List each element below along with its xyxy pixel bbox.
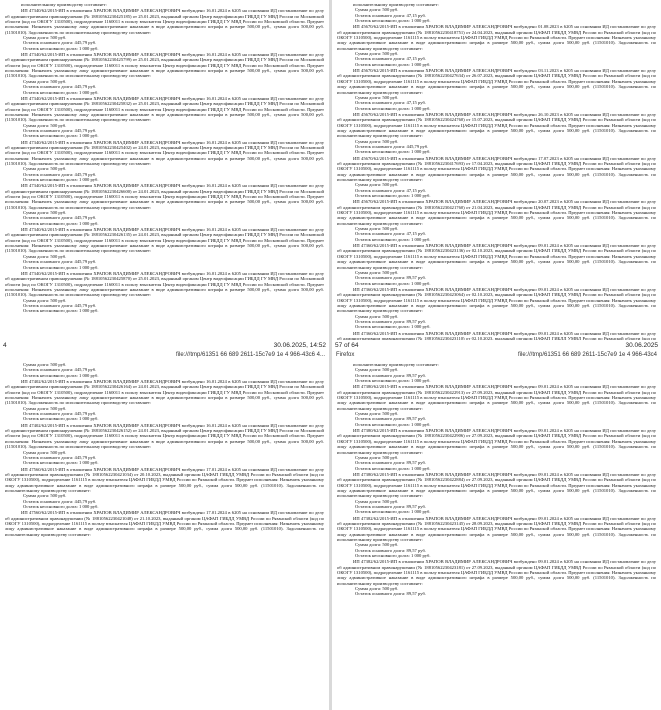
file-url: file:///tmp/61351 66 689 2611-15c7e9 1e 4 966-43c6 4... (176, 352, 325, 358)
debt-amount: Сумма долга: 500 руб. (23, 35, 67, 41)
entry-text: ИП 47560/62/2015-ИП в отношении ХРАПОВ ВЛАДИМИР АЛЕКСАНДРОВИЧ возбуждено 17.01.2024 в 6205 на основании ИД постановление по делу об административном правонарушении (№ 18810562230421048) от 21.10.2023, выданный органом ЦАФАП ГИБДД УМВД России по Рязанской области (код по ОКОГУ 1310500), подразделение 1161115 в пользу взыскателя ЦАФАП ГИБДД УМВД России по Рязанской области. Предмет исполнения: Назначить указанному лицу административное наказание в виде административного штрафа в размере 500,00 руб., сумма долга 500,00 руб. (11501010). Задолженность по исполнительному производству составляет: (5, 510, 324, 537)
debt-amount: Сумма долга: 500 руб. (355, 182, 399, 188)
enforcement-entry (337, 559, 656, 596)
enforcement-entry (337, 331, 656, 340)
enforcement-entry (5, 227, 324, 270)
debt-amount: Остаток основного долга: 89,57 руб. (355, 460, 426, 466)
debt-amount: Остаток неосновного долга: 1 000 руб. (355, 378, 431, 384)
debt-amount: Сумма долга: 500 руб. (355, 226, 399, 232)
page-content (0, 360, 329, 537)
debt-amount: Сумма долга: 500 руб. (23, 297, 67, 303)
debt-amount: Остаток основного долга: 89,57 руб. (355, 547, 426, 553)
debt-amount: Остаток неосновного долга: 1 000 руб. (23, 503, 99, 509)
enforcement-entry (5, 379, 324, 422)
debt-amount: Остаток основного долга: 445,79 руб. (23, 259, 97, 265)
document-page-top-left (0, 0, 329, 340)
debt-amount: Сумма долга: 500 руб. (355, 138, 399, 144)
debt-amount: Остаток основного долга: 445,79 руб. (23, 171, 97, 177)
enforcement-entry (5, 183, 324, 226)
debt-amount: Остаток неосновного долга: 1 000 руб. (355, 324, 431, 330)
debt-amount: Остаток неосновного долга: 1 000 руб. (355, 465, 431, 471)
debt-amount: Сумма долга: 500 руб. (355, 51, 399, 57)
document-page-bottom-left (0, 351, 329, 710)
entry-text: ИП 47360/62/2015-ИП в отношении ХРАПОВ ВЛАДИМИР АЛЕКСАНДРОВИЧ возбуждено 09.01.2024 в 6205 на основании ИД постановление по делу об административном правонарушении (№ 18810562230423110) от 02.10.2023, выданный органом ЦАФАП ГИБДД УМВД России по Рязанской области (код по (337, 330, 656, 340)
enforcement-entry (337, 472, 656, 515)
entry-text: исполнительному производству составляет: (21, 2, 107, 7)
debt-amount: Остаток основного долга: 445,79 руб. (23, 84, 97, 90)
debt-amount: Сумма долга: 500 руб. (355, 411, 399, 417)
enforcement-entry (337, 112, 656, 155)
enforcement-entry (337, 68, 656, 111)
debt-amount: Сумма долга: 500 руб. (355, 454, 399, 460)
debt-amount: Остаток неосновного долга: 1 000 руб. (355, 280, 431, 286)
debt-amount: Остаток основного долга: 47,15 руб. (355, 231, 426, 237)
debt-amount: Остаток основного долга: 89,57 руб. (355, 275, 426, 281)
enforcement-entry (5, 467, 324, 510)
enforcement-entry (337, 156, 656, 199)
entry-text: ИП 47382/62/2015-ИП в отношении ХРАПОВ ВЛАДИМИР АЛЕКСАНДРОВИЧ возбуждено 09.01.2024 в 6205 на основании ИД постановление по делу об административном правонарушении (№ 18810562230423181) от 27.09.2023, выданный органом ЦАФАП ГИБДД УМВД России по Рязанской области (код по ОКОГУ 1310500), подразделение 1161115 в пользу взыскателя ЦАФАП ГИБДД УМВД России по Рязанской области. Предмет исполнения: Назначить указанному лицу административное наказание в виде административного штрафа в размере 500,00 руб., сумма долга 500,00 руб. (11501010). Задолженность по исполнительному производству составляет: (337, 559, 656, 586)
entry-text: исполнительному производству составляет: (353, 362, 439, 367)
entry-text: ИП 47380/62/2015-ИП в отношении ХРАПОВ ВЛАДИМИР АЛЕКСАНДРОВИЧ возбуждено 09.01.2024 в 6205 на основании ИД постановление по делу об административном правонарушении (№ 18810562230422906) от 27.09.2023, выданный органом ЦАФАП ГИБДД УМВД России по Рязанской области (код по ОКОГУ 1310500), подразделение 1161115 в пользу взыскателя ЦАФАП ГИБДД УМВД России по Рязанской области. Предмет исполнения: Назначить указанному лицу административное наказание в виде административного штрафа в размере 500,00 руб., сумма долга 500,00 руб. (11501010). Задолженность по исполнительному производству составляет: (337, 428, 656, 455)
debt-amount: Остаток основного долга: 47,15 руб. (355, 100, 426, 106)
entry-text: ИП 47560/62/2015-ИП в отношении ХРАПОВ ВЛАДИМИР АЛЕКСАНДРОВИЧ возбуждено 17.01.2024 в 6205 на основании ИД постановление по делу об административном правонарушении (№ 18810562230421034) от 20.10.2023, выданный органом ЦАФАП ГИБДД УМВД России по Рязанской области (код по ОКОГУ 1310500), подразделение 1161115 в пользу взыскателя ЦАФАП ГИБДД УМВД России по Рязанской области. Предмет исполнения: Назначить указанному лицу административное наказание в виде административного штрафа в размере 500,00 руб., сумма долга 500,00 руб. (11501010). Задолженность по исполнительному производству составляет: (5, 466, 324, 493)
debt-amount: Остаток неосновного долга: 1 000 руб. (355, 193, 431, 199)
debt-amount: Сумма долга: 500 руб. (355, 586, 399, 592)
debt-amount: Остаток основного долга: 445,79 руб. (23, 127, 97, 133)
entry-text: исполнительному производству составляет: (353, 2, 439, 7)
file-url: file:///tmp/61351 66 689 2611-15c7e9 1e 4 966-43c4 (518, 352, 657, 358)
entry-text: ИП 47380/62/2015-ИП в отношении ХРАПОВ ВЛАДИМИР АЛЕКСАНДРОВИЧ возбуждено 09.01.2024 в 6205 на основании ИД постановление по делу об административном правонарушении (№ 18810562230422913) от 27.09.2023, выданный органом ЦАФАП ГИБДД УМВД России по Рязанской области (код по ОКОГУ 1310500), подразделение 1161115 в пользу взыскателя ЦАФАП ГИБДД УМВД России по Рязанской области. Предмет исполнения: Назначить указанному лицу административное наказание в виде административного штрафа в размере 500,00 руб., сумма долга 500,00 руб. (11501010). Задолженность по исполнительному производству составляет: (337, 384, 656, 411)
page-number: 4 (3, 342, 7, 349)
page-content (332, 0, 661, 340)
entry-text: ИП 47340/62/2015-ИП в отношении ХРАПОВ ВЛАДИМИР АЛЕКСАНДРОВИЧ возбуждено 16.01.2024 в 6205 на основании ИД постановление по делу об административном правонарушении (№ 18810562230425870) от 25.01.2023, выданный органом Центр видеофиксации ГИБДД ГУ МВД России по Московской области (код по ОКОГУ 1310500), подразделение 1160011 в пользу взыскателя Центр видеофиксации ГИБДД ГУ МВД России по Московской области. Предмет исполнения: Назначить указанному лицу административное наказание в виде административного штрафа в размере 500,00 руб., сумма долга 500,00 руб. (11501010). Задолженность по исполнительному производству составляет: (5, 270, 324, 298)
entry-text: ИП 45670/62/2015-ИП в отношении ХРАПОВ ВЛАДИМИР АЛЕКСАНДРОВИЧ возбуждено 20.07.2023 в 6205 на основании ИД постановление по делу об административном правонарушении (№ 18810562230421760) от 21.04.2023, выданный органом ЦАФАП ГИБДД УМВД России по Рязанской области (код по ОКОГУ 1310500), подразделение 1161115 в пользу взыскателя ЦАФАП ГИБДД УМВД России по Рязанской области. Предмет исполнения: Назначить указанному лицу административное наказание в виде административного штрафа в размере 500,00 руб., сумма долга 500,00 руб. (11501010). Задолженность по исполнительному производству составляет: (337, 199, 656, 226)
debt-amount: Остаток неосновного долга: 1 000 руб. (355, 105, 431, 111)
debt-amount: Остаток неосновного долга: 1 000 руб. (355, 236, 431, 242)
debt-amount: Сумма долга: 500 руб. (355, 94, 399, 100)
entry-text: ИП 47340/62/2015-ИП в отношении ХРАПОВ ВЛАДИМИР АЛЕКСАНДРОВИЧ возбуждено 16.01.2024 в 6205 на основании ИД постановление по делу об административном правонарушении (№ 18810562230425402) от 24.01.2023, выданный органом Центр видеофиксации ГИБДД ГУ МВД России по Московской области (код по ОКОГУ 1310500), подразделение 1160011 в пользу взыскателя Центр видеофиксации ГИБДД ГУ МВД России по Московской области. Предмет исполнения: Назначить указанному лицу административное наказание в виде административного штрафа в размере 500,00 руб., сумма долга 500,00 руб. (11501010). Задолженность по исполнительному производству составляет: (5, 139, 324, 166)
document-page-top-right (332, 0, 661, 340)
debt-amount: Сумма долга: 500 руб. (23, 449, 67, 455)
entry-text: ИП 47382/62/2015-ИП в отношении ХРАПОВ ВЛАДИМИР АЛЕКСАНДРОВИЧ возбуждено 09.01.2024 в 6205 на основании ИД постановление по делу об административном правонарушении (№ 18810562230423145) от 28.09.2023, выданный органом ЦАФАП ГИБДД УМВД России по Рязанской области (код по ОКОГУ 1310500), подразделение 1161115 в пользу взыскателя ЦАФАП ГИБДД УМВД России по Рязанской области. Предмет исполнения: Назначить указанному лицу административное наказание в виде административного штрафа в размере 500,00 руб., сумма долга 500,00 руб. (11501010). Задолженность по исполнительному производству составляет: (337, 515, 656, 542)
debt-amount: Остаток неосновного долга: 1 000 руб. (23, 372, 99, 378)
debt-amount: Остаток основного долга: 89,57 руб. (355, 591, 426, 597)
debt-amount: Остаток неосновного долга: 1 000 руб. (23, 45, 99, 51)
debt-amount: Остаток основного долга: 47,15 руб. (355, 12, 426, 18)
enforcement-entry (337, 362, 656, 383)
entry-text: ИП 47340/62/2015-ИП в отношении ХРАПОВ ВЛАДИМИР АЛЕКСАНДРОВИЧ возбуждено 16.01.2024 в 6205 на основании ИД постановление по делу об административном правонарушении (№ 18810562230425185) от 25.01.2023, выданный органом Центр видеофиксации ГИБДД ГУ МВД России по Московской области (код по ОКОГУ 1310500), подразделение 1160011 в пользу взыскателя Центр видеофиксации ГИБДД ГУ МВД России по Московской области. Предмет исполнения: Назначить указанному лицу административное наказание в виде административного штрафа в размере 500,00 руб., сумма долга 500,00 руб. (11501010). Задолженность по исполнительному производству составляет: (5, 8, 324, 35)
entry-text: ИП 47360/62/2015-ИП в отношении ХРАПОВ ВЛАДИМИР АЛЕКСАНДРОВИЧ возбуждено 09.01.2024 в 6205 на основании ИД постановление по делу об административном правонарушении (№ 18810562230423136) от 02.10.2023, выданный органом ЦАФАП ГИБДД УМВД России по Рязанской области (код по ОКОГУ 1310500), подразделение 1161115 в пользу взыскателя ЦАФАП ГИБДД УМВД России по Рязанской области. Предмет исполнения: Назначить указанному лицу административное наказание в виде административного штрафа в размере 500,00 руб., сумма долга 500,00 руб. (11501010). Задолженность по исполнительному производству составляет: (337, 243, 656, 270)
debt-amount: Остаток неосновного долга: 1 000 руб. (23, 264, 99, 270)
page-footer-right (332, 340, 661, 351)
enforcement-entry (5, 510, 324, 537)
enforcement-entry (337, 199, 656, 242)
enforcement-entry (5, 52, 324, 95)
debt-amount: Остаток основного долга: 89,57 руб. (355, 503, 426, 509)
debt-amount: Остаток неосновного долга: 1 000 руб. (355, 18, 431, 24)
debt-amount: Остаток основного долга: 445,79 руб. (23, 454, 97, 460)
enforcement-entry (5, 362, 324, 378)
entry-text: ИП 47340/62/2015-ИП в отношении ХРАПОВ ВЛАДИМИР АЛЕКСАНДРОВИЧ возбуждено 16.01.2024 в 6205 на основании ИД постановление по делу об административном правонарушении (№ 18810562230425799) от 25.01.2023, выданный органом Центр видеофиксации ГИБДД ГУ МВД России по Московской области (код по ОКОГУ 1310500), подразделение 1160011 в пользу взыскателя Центр видеофиксации ГИБДД ГУ МВД России по Московской области. Предмет исполнения: Назначить указанному лицу административное наказание в виде административного штрафа в размере 500,00 руб., сумма долга 500,00 руб. (11501010). Задолженность по исполнительному производству составляет: (5, 52, 324, 79)
entry-text: ИП 47340/62/2015-ИП в отношении ХРАПОВ ВЛАДИМИР АЛЕКСАНДРОВИЧ возбуждено 16.01.2024 в 6205 на основании ИД постановление по делу об административном правонарушении (№ 18810562230426600) от 24.01.2023, выданный органом Центр видеофиксации ГИБДД ГУ МВД России по Московской области (код по ОКОГУ 1310500), подразделение 1160011 в пользу взыскателя Центр видеофиксации ГИБДД ГУ МВД России по Московской области. Предмет исполнения: Назначить указанному лицу административное наказание в виде административного штрафа в размере 500,00 руб., сумма долга 500,00 руб. (11501010). Задолженность по исполнительному производству составляет: (5, 183, 324, 210)
debt-amount: Остаток основного долга: 89,57 руб. (355, 372, 426, 378)
debt-amount: Сумма долга: 500 руб. (23, 78, 67, 84)
enforcement-entry (5, 271, 324, 314)
debt-amount: Остаток неосновного долга: 1 000 руб. (355, 553, 431, 559)
debt-amount: Остаток неосновного долга: 1 000 руб. (23, 460, 99, 466)
debt-amount: Сумма долга: 500 руб. (23, 253, 67, 259)
debt-amount: Остаток основного долга: 445,79 руб. (23, 215, 97, 221)
debt-amount: Остаток основного долга: 445,79 руб. (355, 143, 429, 149)
debt-amount: Сумма долга: 500 руб. (355, 313, 399, 319)
debt-amount: Сумма долга: 500 руб. (23, 405, 67, 411)
print-date: 30.06.2025 (625, 342, 658, 349)
debt-amount: Остаток неосновного долга: 1 000 руб. (23, 177, 99, 182)
debt-amount: Остаток неосновного долга: 1 000 руб. (355, 149, 431, 155)
enforcement-entry (5, 2, 324, 7)
debt-amount: Остаток основного долга: 445,79 руб. (23, 40, 97, 46)
page-header (332, 351, 661, 360)
debt-amount: Остаток основного долга: 89,57 руб. (355, 416, 426, 422)
debt-amount: Сумма долга: 500 руб. (23, 122, 67, 128)
debt-amount: Сумма долга: 500 руб. (23, 166, 67, 172)
debt-amount: Сумма долга: 500 руб. (355, 269, 399, 275)
debt-amount: Остаток неосновного долга: 1 000 руб. (355, 61, 431, 67)
debt-amount: Остаток основного долга: 445,79 руб. (23, 367, 97, 373)
debt-amount: Сумма долга: 500 руб. (23, 210, 67, 216)
debt-amount: Остаток неосновного долга: 1 000 руб. (23, 89, 99, 95)
enforcement-entry (5, 96, 324, 139)
debt-amount: Сумма долга: 500 руб. (23, 362, 67, 367)
enforcement-entry (5, 423, 324, 466)
enforcement-entry (337, 24, 656, 67)
enforcement-entry (337, 2, 656, 23)
browser-name: Firefox (336, 352, 355, 358)
entry-text: ИП 45670/62/2015-ИП в отношении ХРАПОВ ВЛАДИМИР АЛЕКСАНДРОВИЧ возбуждено 26.10.2023 в 6205 на основании ИД постановление по делу об административном правонарушении (№ 18810562230424760) от 15.07.2023, выданный органом ЦАФАП ГИБДД УМВД России по Рязанской области (код по ОКОГУ 1310500), подразделение 1161115 в пользу взыскателя ЦАФАП ГИБДД УМВД России по Рязанской области. Предмет исполнения: Назначить указанному лицу административное наказание в виде административного штрафа в размере 500,00 руб., сумма долга 500,00 руб. (11501010). Задолженность по исполнительному производству составляет: (337, 111, 656, 139)
entry-text: ИП 45670/62/2015-ИП в отношении ХРАПОВ ВЛАДИМИР АЛЕКСАНДРОВИЧ возбуждено 03.11.2023 в 6205 на основании ИД постановление по делу об административном правонарушении (№ 18810562230427634) от 26.07.2023, выданный органом ЦАФАП ГИБДД УМВД России по Рязанской области (код по ОКОГУ 1310500), подразделение 1161115 в пользу взыскателя ЦАФАП ГИБДД УМВД России по Рязанской области. Предмет исполнения: Назначить указанному лицу административное наказание в виде административного штрафа в размере 500,00 руб., сумма долга 500,00 руб. (11501010). Задолженность по исполнительному производству составляет: (337, 68, 656, 95)
enforcement-entry (337, 428, 656, 471)
debt-amount: Сумма долга: 500 руб. (355, 498, 399, 504)
debt-amount: Сумма долга: 500 руб. (23, 493, 67, 499)
enforcement-entry (5, 8, 324, 51)
enforcement-entry (337, 287, 656, 330)
debt-amount: Сумма долга: 500 руб. (355, 7, 399, 13)
page-content (0, 0, 329, 314)
debt-amount: Остаток неосновного долга: 1 000 руб. (23, 416, 99, 422)
page-footer-left (0, 340, 329, 351)
debt-amount: Остаток неосновного долга: 1 000 руб. (355, 509, 431, 515)
entry-text: ИП 47380/62/2015-ИП в отношении ХРАПОВ ВЛАДИМИР АЛЕКСАНДРОВИЧ возбуждено 09.01.2024 в 6205 на основании ИД постановление по делу об административном правонарушении (№ 18810562230422884) от 27.09.2023, выданный органом ЦАФАП ГИБДД УМВД России по Рязанской области (код по ОКОГУ 1310500), подразделение 1161115 в пользу взыскателя ЦАФАП ГИБДД УМВД России по Рязанской области. Предмет исполнения: Назначить указанному лицу административное наказание в виде административного штрафа в размере 500,00 руб., сумма долга 500,00 руб. (11501010). Задолженность по исполнительному производству составляет: (337, 471, 656, 499)
print-timestamp: 30.06.2025, 14:52 (273, 342, 326, 349)
debt-amount: Остаток основного долга: 47,15 руб. (355, 187, 426, 193)
debt-amount: Сумма долга: 500 руб. (355, 367, 399, 373)
debt-amount: Остаток основного долга: 89,57 руб. (355, 318, 426, 324)
page-counter: 57 of 64 (335, 342, 359, 349)
debt-amount: Остаток неосновного долга: 1 000 руб. (23, 308, 99, 314)
entry-text: ИП 47340/62/2015-ИП в отношении ХРАПОВ ВЛАДИМИР АЛЕКСАНДРОВИЧ возбуждено 16.01.2024 в 6205 на основании ИД постановление по делу об административном правонарушении (№ 18810562230425832) от 25.01.2023, выданный органом Центр видеофиксации ГИБДД ГУ МВД России по Московской области (код по ОКОГУ 1310500), подразделение 1160011 в пользу взыскателя Центр видеофиксации ГИБДД ГУ МВД России по Московской области. Предмет исполнения: Назначить указанному лицу административное наказание в виде административного штрафа в размере 500,00 руб., сумма долга 500,00 руб. (11501010). Задолженность по исполнительному производству составляет: (5, 95, 324, 123)
enforcement-entry (5, 140, 324, 183)
entry-text: ИП 47360/62/2015-ИП в отношении ХРАПОВ ВЛАДИМИР АЛЕКСАНДРОВИЧ возбуждено 09.01.2024 в 6205 на основании ИД постановление по делу об административном правонарушении (№ 18810562230423064) от 02.10.2023, выданный органом ЦАФАП ГИБДД УМВД России по Рязанской области (код по ОКОГУ 1310500), подразделение 1161115 в пользу взыскателя ЦАФАП ГИБДД УМВД России по Рязанской области. Предмет исполнения: Назначить указанному лицу административное наказание в виде административного штрафа в размере 500,00 руб., сумма долга 500,00 руб. (11501010). Задолженность по исполнительному производству составляет: (337, 286, 656, 314)
page-content (332, 360, 661, 597)
debt-amount: Сумма долга: 500 руб. (355, 542, 399, 548)
debt-amount: Остаток основного долга: 445,79 руб. (23, 411, 97, 417)
document-page-bottom-right (332, 351, 661, 710)
debt-amount: Остаток основного долга: 445,79 руб. (23, 498, 97, 504)
debt-amount: Остаток неосновного долга: 1 000 руб. (23, 133, 99, 139)
entry-text: ИП 47340/62/2015-ИП в отношении ХРАПОВ ВЛАДИМИР АЛЕКСАНДРОВИЧ возбуждено 16.01.2024 в 6205 на основании ИД постановление по делу об административном правонарушении (№ 18810562230426135) от 24.01.2023, выданный органом Центр видеофиксации ГИБДД ГУ МВД России по Московской области (код по ОКОГУ 1310500), подразделение 1160011 в пользу взыскателя Центр видеофиксации ГИБДД ГУ МВД России по Московской области. Предмет исполнения: Назначить указанному лицу административное наказание в виде административного штрафа в размере 500,00 руб., сумма долга 500,00 руб. (11501010). Задолженность по исполнительному производству составляет: (5, 227, 324, 254)
enforcement-entry (337, 516, 656, 559)
debt-amount: Остаток неосновного долга: 1 000 руб. (355, 421, 431, 427)
enforcement-entry (337, 243, 656, 286)
debt-amount: Остаток основного долга: 47,15 руб. (355, 56, 426, 62)
enforcement-entry (337, 384, 656, 427)
entry-text: ИП 47402/62/2015-ИП в отношении ХРАПОВ ВЛАДИМИР АЛЕКСАНДРОВИЧ возбуждено 16.01.2024 в 6205 на основании ИД постановление по делу об административном правонарушении (№ 18810562230426152) от 24.01.2023, выданный органом Центр видеофиксации ГИБДД ГУ МВД России по Московской области (код по ОКОГУ 1310500), подразделение 1160011 в пользу взыскателя Центр видеофиксации ГИБДД ГУ МВД России по Московской области. Предмет исполнения: Назначить указанному лицу административное наказание в виде административного штрафа в размере 500,00 руб., сумма долга 500,00 руб. (11501010). Задолженность по исполнительному производству составляет: (5, 422, 324, 450)
entry-text: ИП 45670/62/2015-ИП в отношении ХРАПОВ ВЛАДИМИР АЛЕКСАНДРОВИЧ возбуждено 01.08.2023 в 6205 на основании ИД постановление по делу об административном правонарушении (№ 18810562230418751) от 24.04.2023, выданный органом ЦАФАП ГИБДД УМВД России по Рязанской области (код по ОКОГУ 1310500), подразделение 1161115 в пользу взыскателя ЦАФАП ГИБДД УМВД России по Рязанской области. Предмет исполнения: Назначить указанному лицу административное наказание в виде административного штрафа в размере 500,00 руб., сумма долга 500,00 руб. (11501010). Задолженность по исполнительному производству составляет: (337, 24, 656, 51)
entry-text: ИП 45670/62/2015-ИП в отношении ХРАПОВ ВЛАДИМИР АЛЕКСАНДРОВИЧ возбуждено 17.07.2023 в 6205 на основании ИД постановление по делу об административном правонарушении (№ 18810562230417693) от 17.04.2023, выданный органом ЦАФАП ГИБДД УМВД России по Рязанской области (код по ОКОГУ 1310500), подразделение 1161115 в пользу взыскателя ЦАФАП ГИБДД УМВД России по Рязанской области. Предмет исполнения: Назначить указанному лицу административное наказание в виде административного штрафа в размере 500,00 руб., сумма долга 500,00 руб. (11501010). Задолженность по исполнительному производству составляет: (337, 155, 656, 182)
page-header (0, 351, 329, 360)
debt-amount: Остаток неосновного долга: 1 000 руб. (23, 220, 99, 226)
debt-amount: Остаток основного долга: 445,79 руб. (23, 302, 97, 308)
entry-text: ИП 47402/62/2015-ИП в отношении ХРАПОВ ВЛАДИМИР АЛЕКСАНДРОВИЧ возбуждено 16.01.2024 в 6205 на основании ИД постановление по делу об административном правонарушении (№ 18810562230426164) от 24.01.2023, выданный органом Центр видеофиксации ГИБДД ГУ МВД России по Московской области (код по ОКОГУ 1310500), подразделение 1160011 в пользу взыскателя Центр видеофиксации ГИБДД ГУ МВД России по Московской области. Предмет исполнения: Назначить указанному лицу административное наказание в виде административного штрафа в размере 500,00 руб., сумма долга 500,00 руб. (11501010). Задолженность по исполнительному производству составляет: (5, 379, 324, 406)
